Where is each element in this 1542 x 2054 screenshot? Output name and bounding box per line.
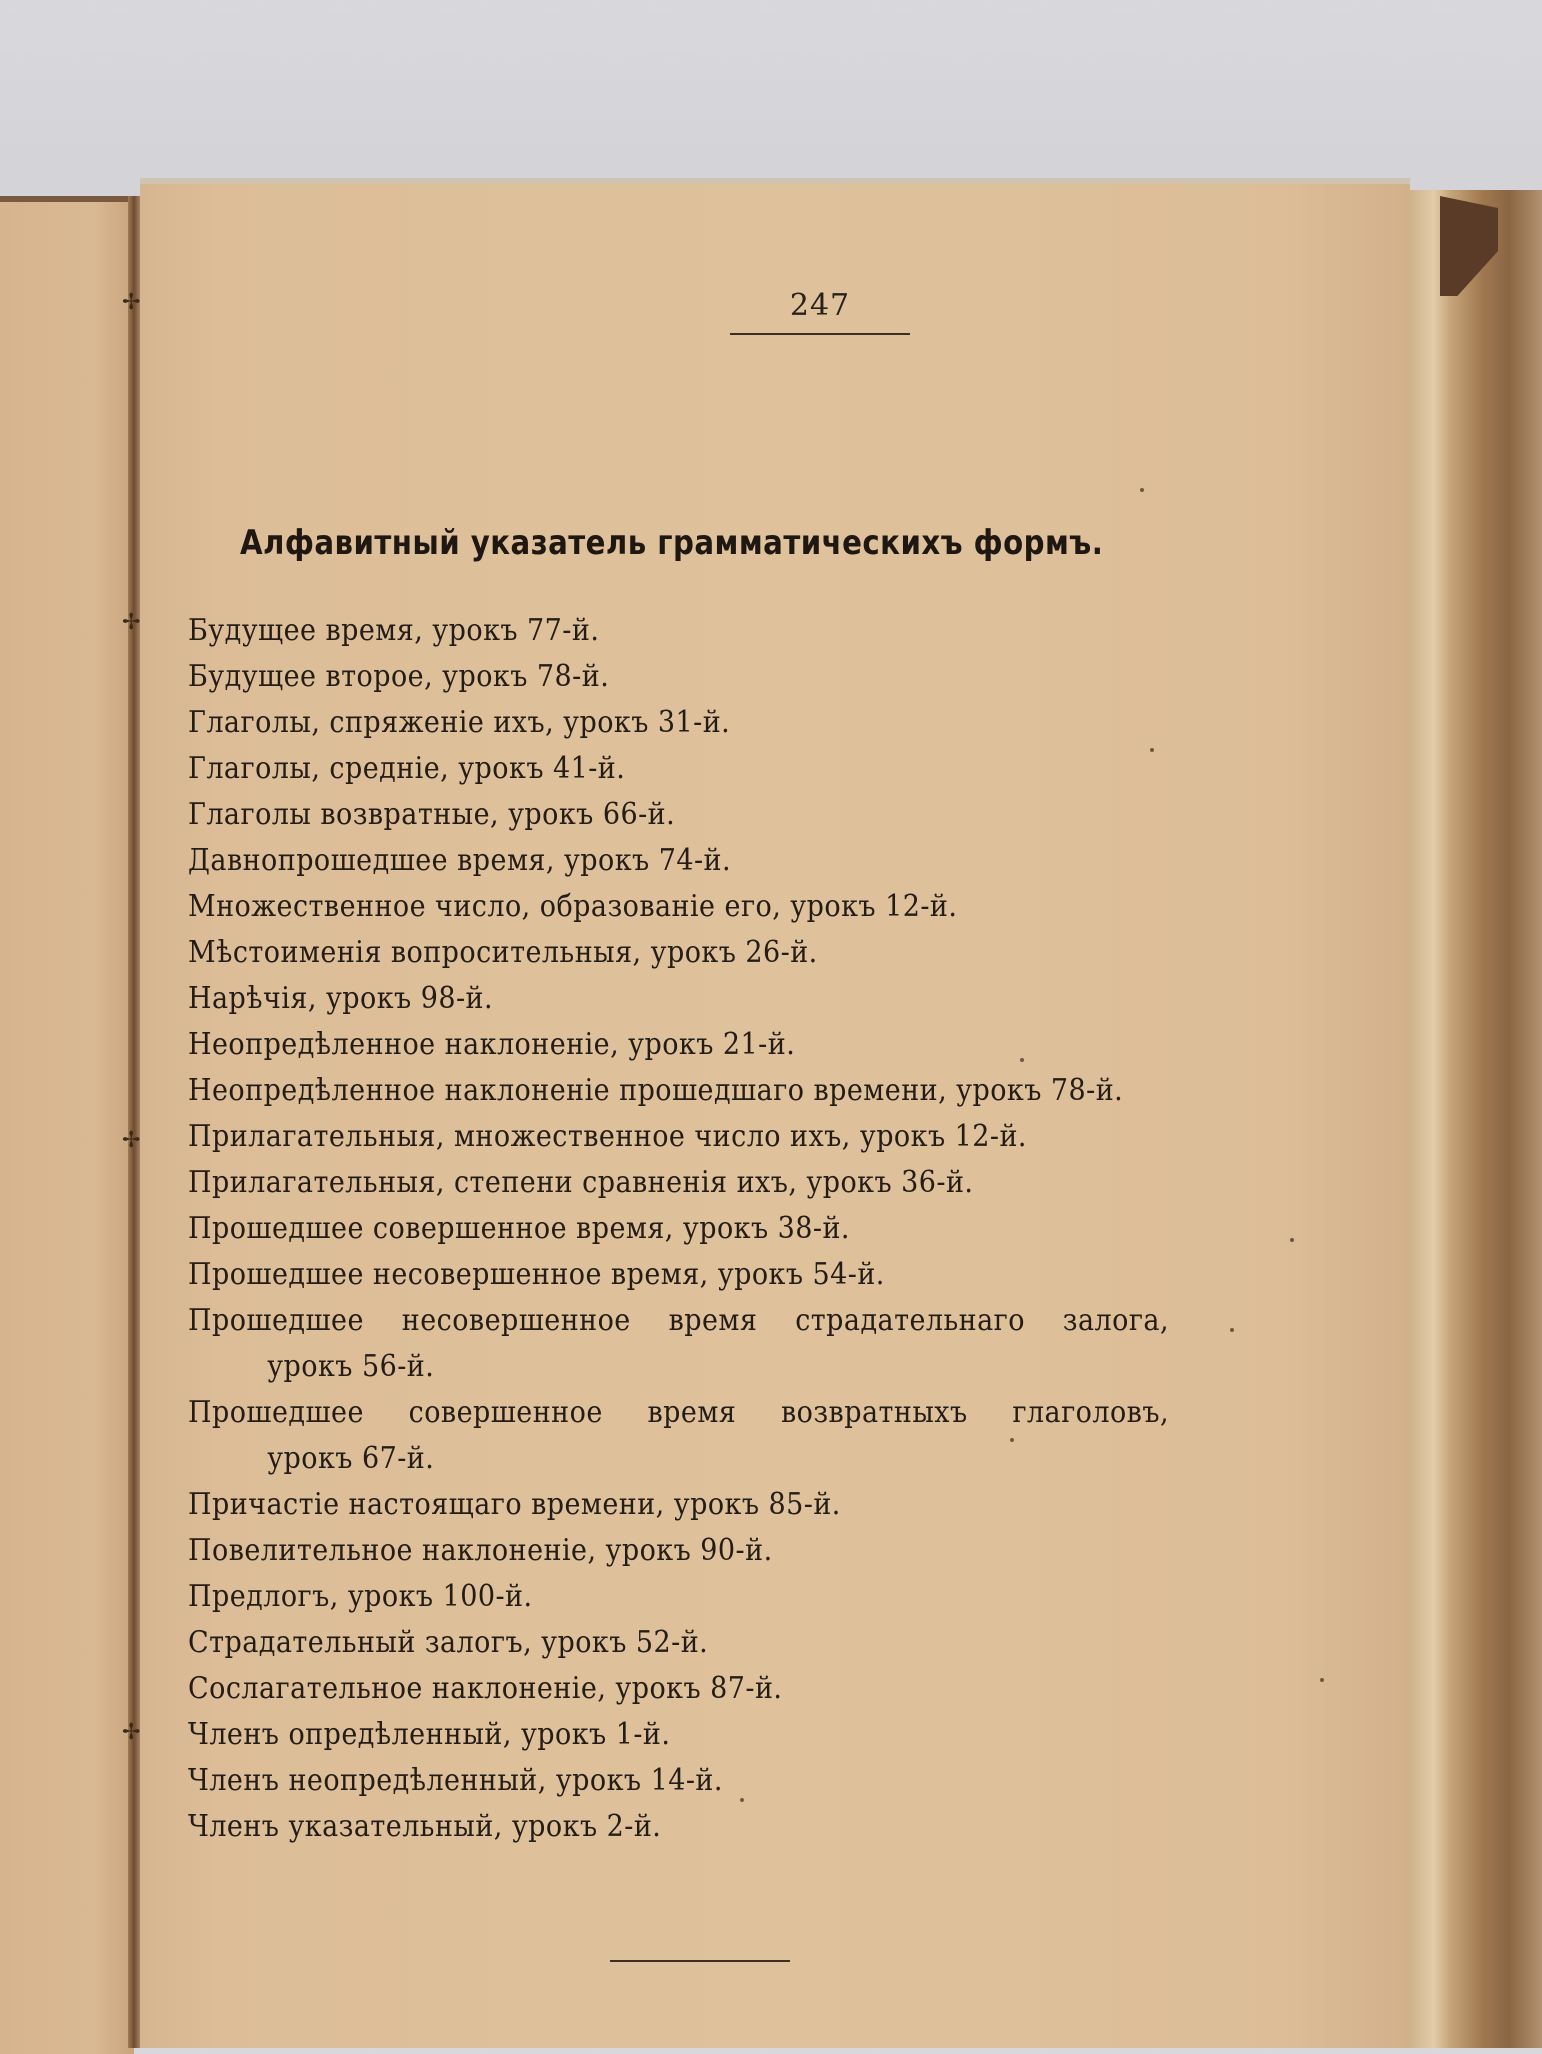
index-entry-text: Глаголы возвратные, урокъ 66-й. [188, 797, 676, 832]
paper-speck [1010, 1438, 1014, 1442]
binding-stitch: ✢ [122, 1720, 141, 1745]
page-header [730, 288, 910, 335]
index-entry [188, 1160, 1178, 1206]
index-entry-text: Прошедшее несовершенное время страдательнаго залога, [188, 1303, 1169, 1338]
index-entry-text: Давнопрошедшее время, урокъ 74-й. [188, 843, 732, 878]
index-entry-text: Прилагательныя, множественное число ихъ, урокъ 12-й. [188, 1119, 1027, 1154]
index-list [188, 608, 1288, 1850]
paper-speck [1320, 1678, 1324, 1682]
index-entry-text: Сослагательное наклоненіе, урокъ 87-й. [188, 1671, 783, 1706]
index-entry [188, 792, 1178, 838]
index-entry [188, 1712, 1178, 1758]
index-entry-continuation: урокъ 56-й. [267, 1349, 435, 1384]
index-entry-text: Неопредѣленное наклоненіе прошедшаго времени, урокъ 78-й. [188, 1073, 1124, 1108]
index-entry-text: Причастіе настоящаго времени, урокъ 85-й. [188, 1487, 841, 1522]
index-entry [188, 1482, 1178, 1528]
index-entry-continuation: урокъ 67-й. [267, 1441, 435, 1476]
index-entry [188, 608, 1178, 654]
index-entry-text: Глаголы, средніе, урокъ 41-й. [188, 751, 626, 786]
index-entry [188, 976, 1178, 1022]
index-entry-text: Членъ указательный, урокъ 2-й. [188, 1809, 662, 1844]
index-entry [188, 1022, 1178, 1068]
index-entry [188, 1206, 1178, 1252]
paper-speck [1230, 1328, 1234, 1332]
index-entry [188, 1068, 1178, 1114]
index-entry-text: Будущее время, урокъ 77-й. [188, 613, 600, 648]
index-entry [188, 700, 1178, 746]
index-entry [188, 1528, 1178, 1574]
index-entry-text: Страдательный залогъ, урокъ 52-й. [188, 1625, 709, 1660]
header-rule [730, 333, 910, 335]
index-entry-text: Нарѣчія, урокъ 98-й. [188, 981, 494, 1016]
book-gutter [128, 196, 140, 2048]
open-book [0, 178, 1542, 2048]
left-page-edge [0, 196, 134, 2054]
paper-speck [1020, 1058, 1024, 1062]
page-number: 247 [789, 288, 851, 323]
index-entry [188, 1114, 1178, 1160]
index-entry [188, 1252, 1178, 1298]
index-entry-text: Предлогъ, урокъ 100-й. [188, 1579, 533, 1614]
book-page [140, 178, 1410, 2048]
index-entry [188, 1574, 1178, 1620]
index-entry-text: Прилагательныя, степени сравненія ихъ, урокъ 36-й. [188, 1165, 974, 1200]
index-entry [188, 1620, 1178, 1666]
index-entry [188, 654, 1178, 700]
index-entry-text: Прошедшее несовершенное время, урокъ 54-й. [188, 1257, 885, 1292]
index-entry [188, 838, 1178, 884]
paper-speck [1290, 1238, 1294, 1242]
index-entry [188, 746, 1178, 792]
index-entry [188, 1758, 1178, 1804]
binding-stitch: ✢ [122, 610, 141, 635]
paper-speck [1140, 488, 1144, 492]
index-entry-text: Мѣстоименія вопросительныя, урокъ 26-й. [188, 935, 818, 970]
page-stack-edge [1410, 190, 1542, 2048]
index-entry [188, 1390, 1178, 1482]
binding-stitch: ✢ [122, 1128, 141, 1153]
paper-speck [740, 1798, 744, 1802]
index-entry [188, 930, 1178, 976]
index-title: Алфавитный указатель грамматическихъ формъ. [240, 523, 1104, 563]
index-entry [188, 884, 1178, 930]
index-entry-text: Прошедшее совершенное время, урокъ 38-й. [188, 1211, 850, 1246]
index-entry [188, 1666, 1178, 1712]
index-entry-text: Членъ неопредѣленный, урокъ 14-й. [188, 1763, 723, 1798]
index-entry-text: Повелительное наклоненіе, урокъ 90-й. [188, 1533, 773, 1568]
footer-rule [610, 1960, 790, 1962]
index-entry [188, 1298, 1178, 1390]
index-entry-text: Глаголы, спряженіе ихъ, урокъ 31-й. [188, 705, 731, 740]
index-entry-text: Неопредѣленное наклоненіе, урокъ 21-й. [188, 1027, 796, 1062]
index-entry [188, 1804, 1178, 1850]
index-entry-text: Членъ опредѣленный, урокъ 1-й. [188, 1717, 671, 1752]
paper-speck [1150, 748, 1154, 752]
index-entry-text: Будущее второе, урокъ 78-й. [188, 659, 610, 694]
index-entry-text: Прошедшее совершенное время возвратныхъ глаголовъ, [188, 1395, 1169, 1430]
index-entry-text: Множественное число, образованіе его, урокъ 12-й. [188, 889, 958, 924]
binding-stitch: ✢ [122, 290, 141, 315]
